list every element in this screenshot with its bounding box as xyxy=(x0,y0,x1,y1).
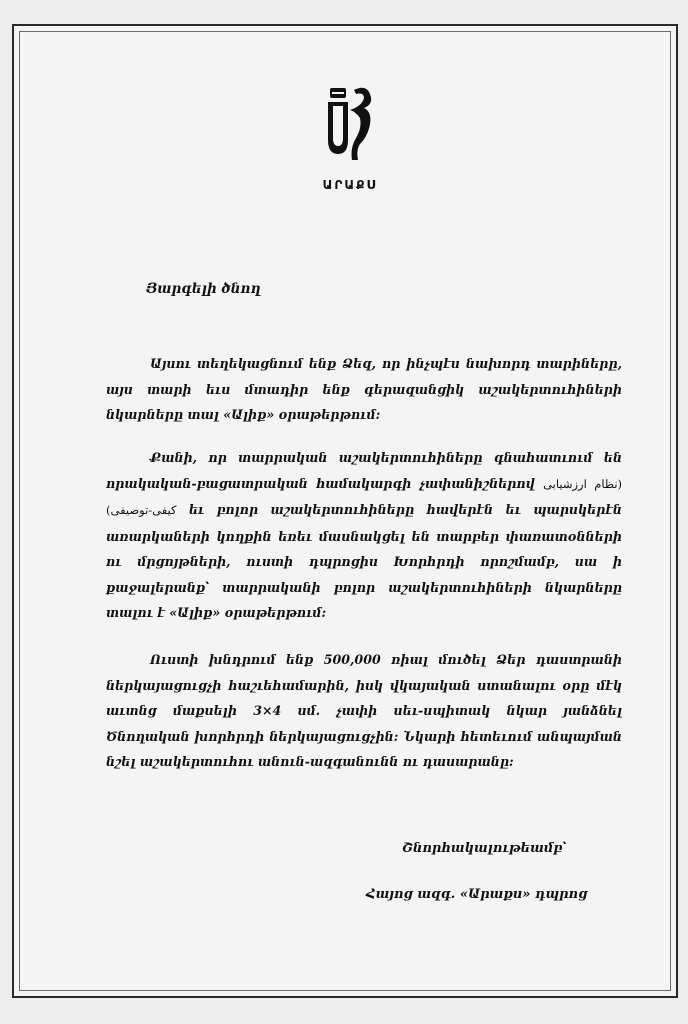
signature-thanks: Շնորհակալութեամբ՝ xyxy=(402,841,567,856)
paragraph-1: Այսու տեղեկացնում ենք Ձեզ, որ ինչպէս նախորդ տարիները, այս տարի եւս մտադիր ենք գերազանցիկ աշակերտուհիների նկարները տալ «Ալիք» օրաթերթում: xyxy=(106,356,622,422)
paragraph-2-text-a: Քանի, որ տարրական աշակերտուհիները գնահատւում են որակական-բացատրական համակարգի չափանիշներով xyxy=(106,450,622,491)
signature-school: Հայոց ազգ. «Արաքս» դպրոց xyxy=(366,887,588,902)
salutation: Յարգելի ծնող xyxy=(146,281,261,297)
logo-text: ԱՐԱՔՍ xyxy=(322,178,378,192)
letter-page xyxy=(12,24,678,998)
paragraph-2 xyxy=(106,445,622,626)
school-logo xyxy=(312,82,388,202)
paragraph-2-text-b: եւ բոլոր աշակերտուհիները հավերէն եւ պարսկերէն առարկաների կողքին եռեւ մասնակցել են տարբեր փառատօնների ու մրցոյթների, ուստի դպրոցիս Խորհրդի որոշմամբ, սա ի քաջալերանք՝ տարրականի բոլոր աշակերտուհիների նկարները տալու է «Ալիք» օրաթերթում: xyxy=(106,502,622,620)
paragraph-3: Ուստի խնդրում ենք 500,000 ռիալ մուծել Ձեր դաստրանի ներկայացուցչի հաշւեհամարին, իսկ վկայական ստանալու օրը մէկ աւտնց մաքսելի 3×4 սմ. չափի սեւ-սպիտակ նկար յանձնել Ծնողական խորհրդի ներկայացուցչին: Նկարի հետեւում անպայման նշել աշակերտուհու անուն-ազգանունն ու դասարանը: xyxy=(106,652,622,769)
persian-term: (نظام ارزشیابی کیفی-توصیفی) xyxy=(106,476,623,517)
araks-emblem-icon xyxy=(320,82,380,174)
